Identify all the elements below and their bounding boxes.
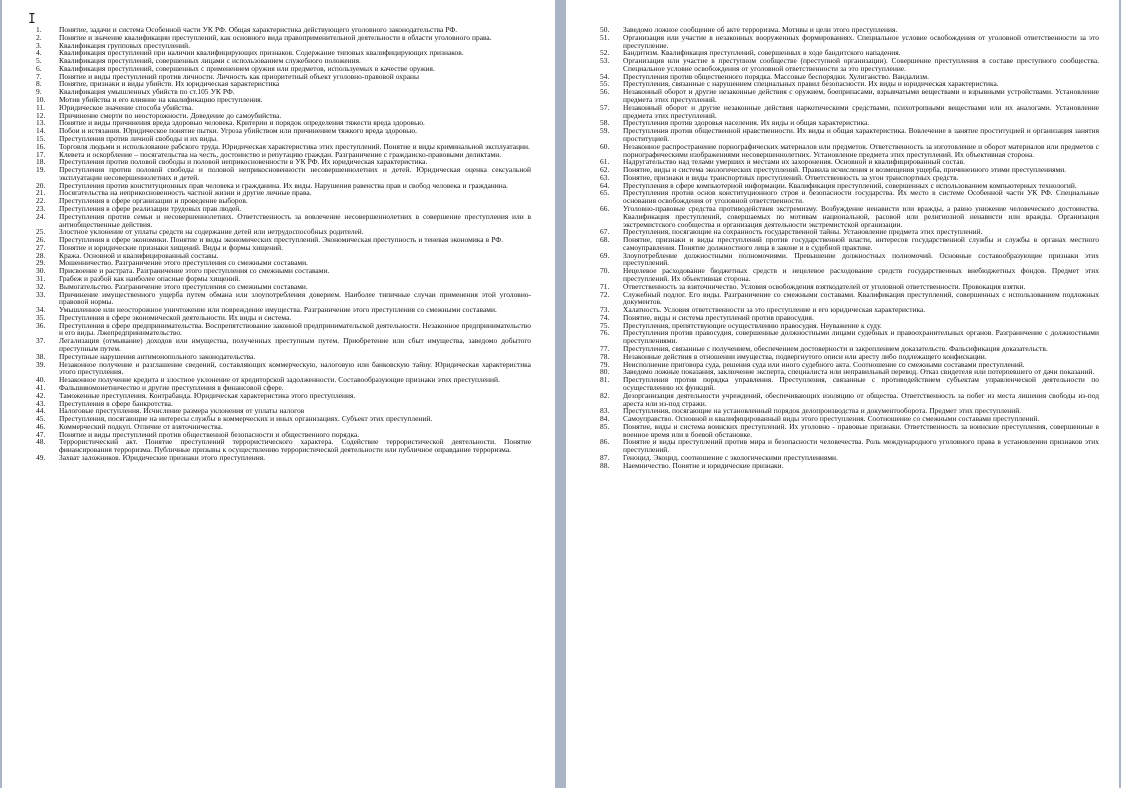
item-text: Преступления в сфере организации и проведение выборов. — [59, 196, 248, 206]
item-text: Преступления против порядка управления. Преступления, связанные с противодействием субъектам управленческой деятельности по осуществлению их функций. — [623, 375, 1099, 392]
item-text: Преступления, посягающие на установленный порядок делопроизводства и документооборота. Предмет этих преступлений. — [623, 406, 1022, 416]
item-text: Понятие и значение квалификации преступлений, как основного вида правоприменительной деятельности в области уголовного права. — [59, 32, 492, 42]
item-number: 27. — [36, 242, 46, 252]
list-item — [600, 143, 1099, 159]
item-number: 18. — [36, 157, 46, 167]
item-text: Понятие, признаки и виды транспортных преступлений. Ответственность за угон транспортных средств. — [623, 172, 959, 182]
item-number: 43. — [36, 398, 46, 408]
item-text: Понятие, признаки и виды убийств. Их юридическая характеристика — [59, 79, 280, 89]
item-number: 26. — [36, 235, 46, 245]
list-item — [36, 438, 531, 454]
list-item — [600, 462, 1099, 470]
item-number: 33. — [36, 289, 46, 299]
item-text: Юридическое значение способа убийства. — [59, 102, 194, 112]
item-number: 12. — [36, 110, 46, 120]
item-text: Незаконный оборот и другие незаконные действия наркотическими средствами, психотропными веществами или их аналогами. Установление предмета этих преступлений. — [623, 102, 1099, 120]
item-number: 77. — [600, 344, 610, 354]
item-text: Преступления, посягающие на сохранность государственной тайны. Установление предмета этих преступлений. — [623, 227, 983, 237]
item-text: Неисполнение приговора суда, решения суда или иного судебного акта. Соотношение со смежными составами преступлений. — [623, 359, 1025, 369]
item-text: Понятие, задачи и система Особенной части УК РФ. Общая характеристика действующего уголовного законодательства РФ. — [59, 25, 458, 34]
list-item — [600, 104, 1099, 120]
item-number: 34. — [36, 305, 46, 315]
page-gap — [555, 0, 566, 788]
item-number: 54. — [600, 71, 610, 81]
item-text: Преступления в сфере экономической деятельности. Их виды и система. — [59, 312, 292, 322]
item-text: Посягательства на неприкосновенность частной жизни и другие личные права. — [59, 188, 312, 198]
list-item — [600, 236, 1099, 252]
item-number: 48. — [36, 437, 46, 447]
item-number: 66. — [600, 203, 610, 213]
list-item — [600, 267, 1099, 283]
item-number: 5. — [36, 56, 42, 66]
item-number: 70. — [600, 266, 610, 276]
item-text: Организация или участие в незаконных вооруженных формированиях. Специальное условие освобождения от уголовной ответственности за это преступление. — [623, 32, 1099, 50]
item-text: Фальшивомонетничество и другие преступления в финансовой сфере. — [59, 382, 284, 392]
item-text: Кража. Основной и квалифицированный составы. — [59, 250, 219, 260]
item-number: 61. — [600, 157, 610, 167]
item-number: 15. — [36, 133, 46, 143]
item-number: 50. — [600, 25, 610, 34]
item-text: Торговля людьми и использование рабского труда. Юридическая характеристика этих преступлений. Понятие и виды криминальной эксплуатации. — [59, 141, 530, 151]
item-number: 28. — [36, 250, 46, 260]
item-number: 67. — [600, 227, 610, 237]
item-number: 57. — [600, 102, 610, 112]
list-item — [36, 291, 531, 307]
list-item — [600, 392, 1099, 408]
item-text: Грабеж и разбой как наиболее опасные формы хищений. — [59, 274, 241, 283]
list-item — [600, 291, 1099, 307]
list-item — [600, 189, 1099, 205]
item-number: 68. — [600, 235, 610, 245]
list-item — [36, 361, 531, 377]
item-number: 65. — [600, 188, 610, 198]
item-text: Террористический акт. Понятие преступлений террористического характера. Содействие террористической деятельности. Понятие финансирования терроризма. Публичные призывы к осуществлению террористической деятельности или публичное оправдание терроризма. — [59, 437, 531, 455]
item-text: Незаконный оборот и другие незаконные действия с оружием, боеприпасами, взрывчатыми веществами и взрывными устройствами. Установление предмета этих преступлений. — [623, 87, 1099, 105]
item-text: Преступления против половой свободы и половой неприкосновенности в УК РФ. Их юридическая характеристика. — [59, 157, 428, 167]
item-number: 75. — [600, 320, 610, 330]
list-item — [36, 454, 531, 462]
item-number: 9. — [36, 87, 42, 97]
list-item — [600, 329, 1099, 345]
question-list-right — [600, 26, 1099, 470]
item-number: 29. — [36, 258, 46, 268]
item-number: 47. — [36, 429, 46, 439]
item-text: Дезорганизация деятельности учреждений, обеспечивающих изоляцию от общества. Ответственность за побег из места лишения свободы из-под ареста или из-под стражи. — [623, 390, 1099, 408]
item-number: 64. — [600, 180, 610, 190]
item-text: Клевета и оскорбление – посягательства на честь, достоинство и репутацию граждан. Разграничение с гражданско-правовыми деликтами. — [59, 149, 502, 159]
item-text: Понятие, признаки и виды преступлений против государственной власти, интересов государственной службы и службы в органах местного самоуправления. Понятие должностного лица в законе и в судебной практике. — [623, 235, 1099, 252]
item-number: 4. — [36, 48, 42, 58]
item-text: Преступления в сфере экономики. Понятие и виды экономических преступлений. Экономическая преступность и теневая экономика в РФ. — [59, 235, 503, 245]
item-number: 21. — [36, 188, 46, 198]
item-number: 78. — [600, 351, 610, 361]
item-number: 3. — [36, 40, 42, 50]
list-item — [600, 88, 1099, 104]
item-number: 62. — [600, 165, 610, 175]
text-cursor-icon: I — [28, 12, 36, 27]
item-number: 55. — [600, 79, 610, 89]
item-number: 37. — [36, 336, 46, 346]
item-text: Преступления против здоровья населения. Их виды и общая характеристика. — [623, 118, 870, 128]
item-number: 19. — [36, 165, 46, 175]
item-text: Присвоение и растрата. Разграничение этого преступления со смежными составами. — [59, 266, 330, 276]
item-text: Понятие, виды и система преступлений против правосудия. — [623, 312, 814, 322]
list-item — [36, 213, 531, 229]
item-number: 44. — [36, 406, 46, 416]
item-text: Преступления, посягающие на интересы службы в коммерческих и иных организациях. Субъект этих преступлений. — [59, 414, 433, 424]
item-number: 82. — [600, 390, 610, 400]
list-item — [600, 376, 1099, 392]
item-number: 24. — [36, 211, 46, 221]
item-text: Умышленное или неосторожное уничтожение или повреждение имущества. Разграничение этого преступления со смежными составами. — [59, 305, 497, 315]
document-page-right[interactable] — [566, 0, 1119, 788]
item-number: 7. — [36, 71, 42, 81]
item-number: 46. — [36, 421, 46, 431]
item-text: Заведомо ложные показания, заключение эксперта, специалиста или неправильный перевод. Отказ свидетеля или потерпевшего от дачи показаний. — [623, 367, 1095, 377]
item-text: Преступления в сфере банкротства. — [59, 398, 173, 408]
item-number: 17. — [36, 149, 46, 159]
item-text: Преступления против общественной нравственности. Их виды и общая характеристика. Вовлечение в занятие проституцией и организация занятия проституцией. — [623, 126, 1099, 143]
list-item — [600, 438, 1099, 454]
item-number: 40. — [36, 375, 46, 385]
item-text: Геноцид. Экоцид, соотношение с экологическими преступлениями. — [623, 452, 838, 462]
item-number: 31. — [36, 274, 46, 283]
item-text: Незаконное получение и разглашение сведений, составляющих коммерческую, налоговую или банковскую тайну. Юридическая характеристика этого преступления. — [59, 359, 531, 377]
item-number: 35. — [36, 312, 46, 322]
item-number: 16. — [36, 141, 46, 151]
document-page-left[interactable] — [2, 0, 555, 788]
item-number: 13. — [36, 118, 46, 128]
item-number: 23. — [36, 203, 46, 213]
item-number: 38. — [36, 351, 46, 361]
item-number: 25. — [36, 227, 46, 237]
item-text: Преступления в сфере компьютерной информации. Квалификация преступлений, совершенных с использованием компьютерных технологий. — [623, 180, 1077, 190]
item-number: 58. — [600, 118, 610, 128]
item-number: 81. — [600, 375, 610, 385]
item-text: Организация или участие в преступном сообществе (преступной организации). Совершение преступления в составе преступного сообщества. Специальное условие освобождения от уголовной ответственности за это преступление. — [623, 56, 1099, 73]
item-text: Мотив убийства и его влияние на квалификацию преступления. — [59, 95, 263, 105]
list-item — [600, 57, 1099, 73]
item-number: 53. — [600, 56, 610, 66]
item-number: 84. — [600, 414, 610, 424]
item-number: 45. — [36, 414, 46, 424]
item-number: 8. — [36, 79, 42, 89]
item-text: Побои и истязания. Юридическое понятие пытки. Угроза убийством или причинением тяжкого вреда здоровью. — [59, 126, 418, 136]
list-item — [600, 127, 1099, 143]
item-text: Понятие и юридические признаки хищений. Виды и формы хищений. — [59, 242, 284, 252]
list-item — [36, 322, 531, 338]
item-text: Преступления против основ конституционного строя и безопасности государства. Их место в системе Особенной части УК РФ. Специальные основания освобождения от уголовной ответственности. — [623, 188, 1099, 206]
item-text: Уголовно-правовые средства противодействия экстремизму. Возбуждение ненависти или вражды, а равно унижение человеческого достоинства. Квалификация преступлений, совершаемых по мотивам национальной, расовой или религиозной ненависти или вражды. Организация экстремистского сообщества и организация деятельности экстремистской организации. — [623, 203, 1099, 229]
item-text: Понятие и виды преступлений против мира и безопасности человечества. Роль международного уголовного права в установлении признаков этих преступлений. — [623, 437, 1099, 455]
item-text: Квалификация преступлений, совершенных лицами с использованием служебного положения. — [59, 56, 361, 66]
item-text: Квалификация групповых преступлений. — [59, 40, 190, 50]
item-text: Злоупотребление должностными полномочиями. Превышение должностных полномочий. Основные составообразующие признаки этих преступлений. — [623, 250, 1099, 268]
item-number: 2. — [36, 32, 42, 42]
item-number: 85. — [600, 421, 610, 431]
item-number: 51. — [600, 32, 610, 42]
item-text: Халатность. Условия ответственности за это преступление и его юридическая характеристика. — [623, 305, 926, 315]
item-text: Понятие, виды и система экологических преступлений. Правила исчисления и возмещения ущерба, причиненного этими преступлениями. — [623, 165, 1067, 175]
item-number: 32. — [36, 281, 46, 291]
item-number: 87. — [600, 452, 610, 462]
list-item — [600, 205, 1099, 228]
item-text: Захват заложников. Юридические признаки этого преступления. — [59, 452, 266, 462]
item-text: Ответственность за взяточничество. Условия освобождения взяткодателей от уголовной ответственности. Провокация взятки. — [623, 281, 1026, 291]
item-number: 20. — [36, 180, 46, 190]
item-text: Налоговые преступления. Исчисление размера уклонения от уплаты налогов — [59, 406, 305, 416]
item-text: Квалификация умышленных убийств по ст.105 УК РФ. — [59, 87, 235, 97]
item-number: 49. — [36, 452, 46, 462]
item-text: Служебный подлог. Его виды. Разграничение со смежными составами. Квалификация преступлений, совершенных с использованием подложных документов. — [623, 289, 1099, 307]
item-number: 52. — [600, 48, 610, 58]
question-list-left — [36, 26, 531, 462]
item-text: Преступления в сфере предпринимательства. Воспрепятствование законной предпринимательской деятельности. Незаконное предпринимательство и его виды. Лжепредпринимательство. — [59, 320, 531, 338]
item-text: Преступления, связанные с нарушением специальных правил безопасности. Их виды и юридическая характеристика. — [623, 79, 999, 89]
item-number: 1. — [36, 25, 42, 34]
item-number: 42. — [36, 390, 46, 400]
item-text: Незаконные действия в отношении имущества, подвергнутого описи или аресту либо подлежащего конфискации. — [623, 351, 987, 361]
item-text: Коммерческий подкуп. Отличие от взяточничества. — [59, 421, 223, 431]
item-text: Заведомо ложное сообщение об акте терроризма. Мотивы и цели этого преступления. — [623, 25, 898, 34]
item-text: Нецелевое расходование бюджетных средств и нецелевое расходование средств государственных внебюджетных фондов. Предмет этих преступлений. Их объективная сторона. — [623, 266, 1099, 283]
item-number: 60. — [600, 141, 610, 151]
item-text: Вымогательство. Разграничение этого преступления со смежными составами. — [59, 281, 308, 291]
item-text: Понятие и виды преступлений против общественной безопасности и общественного порядка. — [59, 429, 360, 439]
item-text: Понятие и виды преступлений против личности. Личность как приоритетный объект уголовно-правовой охраны — [59, 71, 419, 81]
item-text: Причинение имущественного ущерба путем обмана или злоупотребления доверием. Наиболее типичные случаи применения этой уголовно-правовой нормы. — [59, 289, 531, 307]
item-text: Преступления против правосудия, совершенные должностными лицами судебных и правоохранительных органов. Разграничение с должностными преступлениями. — [623, 328, 1099, 346]
list-item — [36, 166, 531, 182]
item-text: Понятие, виды и система воинских преступлений. Их уголовно - правовые признаки. Ответственность за воинские преступления, совершенные в военное время или в боевой обстановке. — [623, 421, 1099, 439]
item-number: 76. — [600, 328, 610, 338]
item-text: Квалификация преступлений при наличии квалифицирующих признаков. Содержание типовых квалифицирующих признаков. — [59, 48, 464, 58]
item-text: Преступления, связанные с получением, обеспечением достоверности и закреплением доказательств. Фальсификация доказательств. — [623, 344, 1048, 354]
item-number: 71. — [600, 281, 610, 291]
item-number: 14. — [36, 126, 46, 136]
item-text: Незаконное распространение порнографических материалов или предметов. Ответственность за изготовление и оборот материалов или предметов с порнографическими изображениями несовершеннолетних. Установление предмета этих преступлений. Их объективная сторона. — [623, 141, 1099, 159]
item-number: 36. — [36, 320, 46, 330]
item-text: Надругательство над телами умерших и местами их захоронения. Основной и квалифицированный состав. — [623, 157, 965, 167]
item-text: Преступления, препятствующие осуществлению правосудия. Неуважение к суду. — [623, 320, 882, 330]
item-text: Таможенные преступления. Контрабанда. Юридическая характеристика этого преступления. — [59, 390, 356, 400]
item-text: Самоуправство. Основной и квалифицированный виды этого преступления. Соотношение со смежными составами преступлений. — [623, 414, 1040, 424]
item-number: 88. — [600, 460, 610, 470]
item-text: Преступления против семьи и несовершеннолетних. Ответственность за вовлечение несовершеннолетних в совершение преступления или в антиобщественные действия. — [59, 211, 531, 229]
item-text: Понятие и виды причинения вреда здоровью человека. Критерии и порядок определения тяжести вреда здоровью. — [59, 118, 425, 128]
item-text: Преступные нарушения антимонопольного законодательства. — [59, 351, 256, 361]
item-number: 79. — [600, 359, 610, 369]
item-number: 80. — [600, 367, 610, 377]
item-number: 63. — [600, 172, 610, 182]
item-number: 73. — [600, 305, 610, 315]
item-text: Преступления против конституционных прав человека и гражданина. Их виды. Нарушения равенства прав и свобод человека и гражданина. — [59, 180, 508, 190]
list-item — [600, 423, 1099, 439]
item-number: 86. — [600, 437, 610, 447]
item-text: Легализация (отмывание) доходов или имущества, полученных преступным путем. Приобретение или сбыт имущества, заведомо добытого преступным путем. — [59, 336, 531, 354]
list-item — [600, 252, 1099, 268]
item-number: 41. — [36, 382, 46, 392]
item-text: Квалификация преступлений, совершенных с применением оружия или предметов, используемых в качестве оружия. — [59, 63, 435, 73]
item-number: 83. — [600, 406, 610, 416]
item-number: 10. — [36, 95, 46, 105]
item-text: Злостное уклонение от уплаты средств на содержание детей или нетрудоспособных родителей. — [59, 227, 364, 237]
item-text: Преступления против общественного порядка. Массовые беспорядки. Хулиганство. Вандализм. — [623, 71, 929, 81]
item-text: Наемничество. Понятие и юридические признаки. — [623, 460, 784, 470]
item-number: 74. — [600, 312, 610, 322]
item-text: Причинение смерти по неосторожности. Доведение до самоубийства. — [59, 110, 282, 120]
item-number: 6. — [36, 63, 42, 73]
item-number: 30. — [36, 266, 46, 276]
item-text: Преступления против половой свободы и половой неприкосновенности несовершеннолетних и детей. Юридическая оценка сексуальной эксплуатации несовершеннолетних и детей. — [59, 165, 531, 182]
item-number: 59. — [600, 126, 610, 136]
item-number: 39. — [36, 359, 46, 369]
item-number: 11. — [36, 102, 46, 112]
item-number: 72. — [600, 289, 610, 299]
item-number: 56. — [600, 87, 610, 97]
item-number: 22. — [36, 196, 46, 206]
item-text: Незаконное получение кредита и злостное уклонение от кредиторской задолженности. Составообразующие признаки этих преступлений. — [59, 375, 500, 385]
list-item — [36, 337, 531, 353]
item-text: Преступления в сфере реализации трудовых прав людей. — [59, 203, 242, 213]
item-text: Мошенничество. Разграничение этого преступления со смежными составами. — [59, 258, 308, 268]
item-text: Бандитизм. Квалификация преступлений, совершенных в ходе бандитского нападения. — [623, 48, 901, 58]
list-item — [600, 34, 1099, 50]
item-number: 69. — [600, 250, 610, 260]
item-text: Преступления против личной свободы и их виды. — [59, 133, 219, 143]
